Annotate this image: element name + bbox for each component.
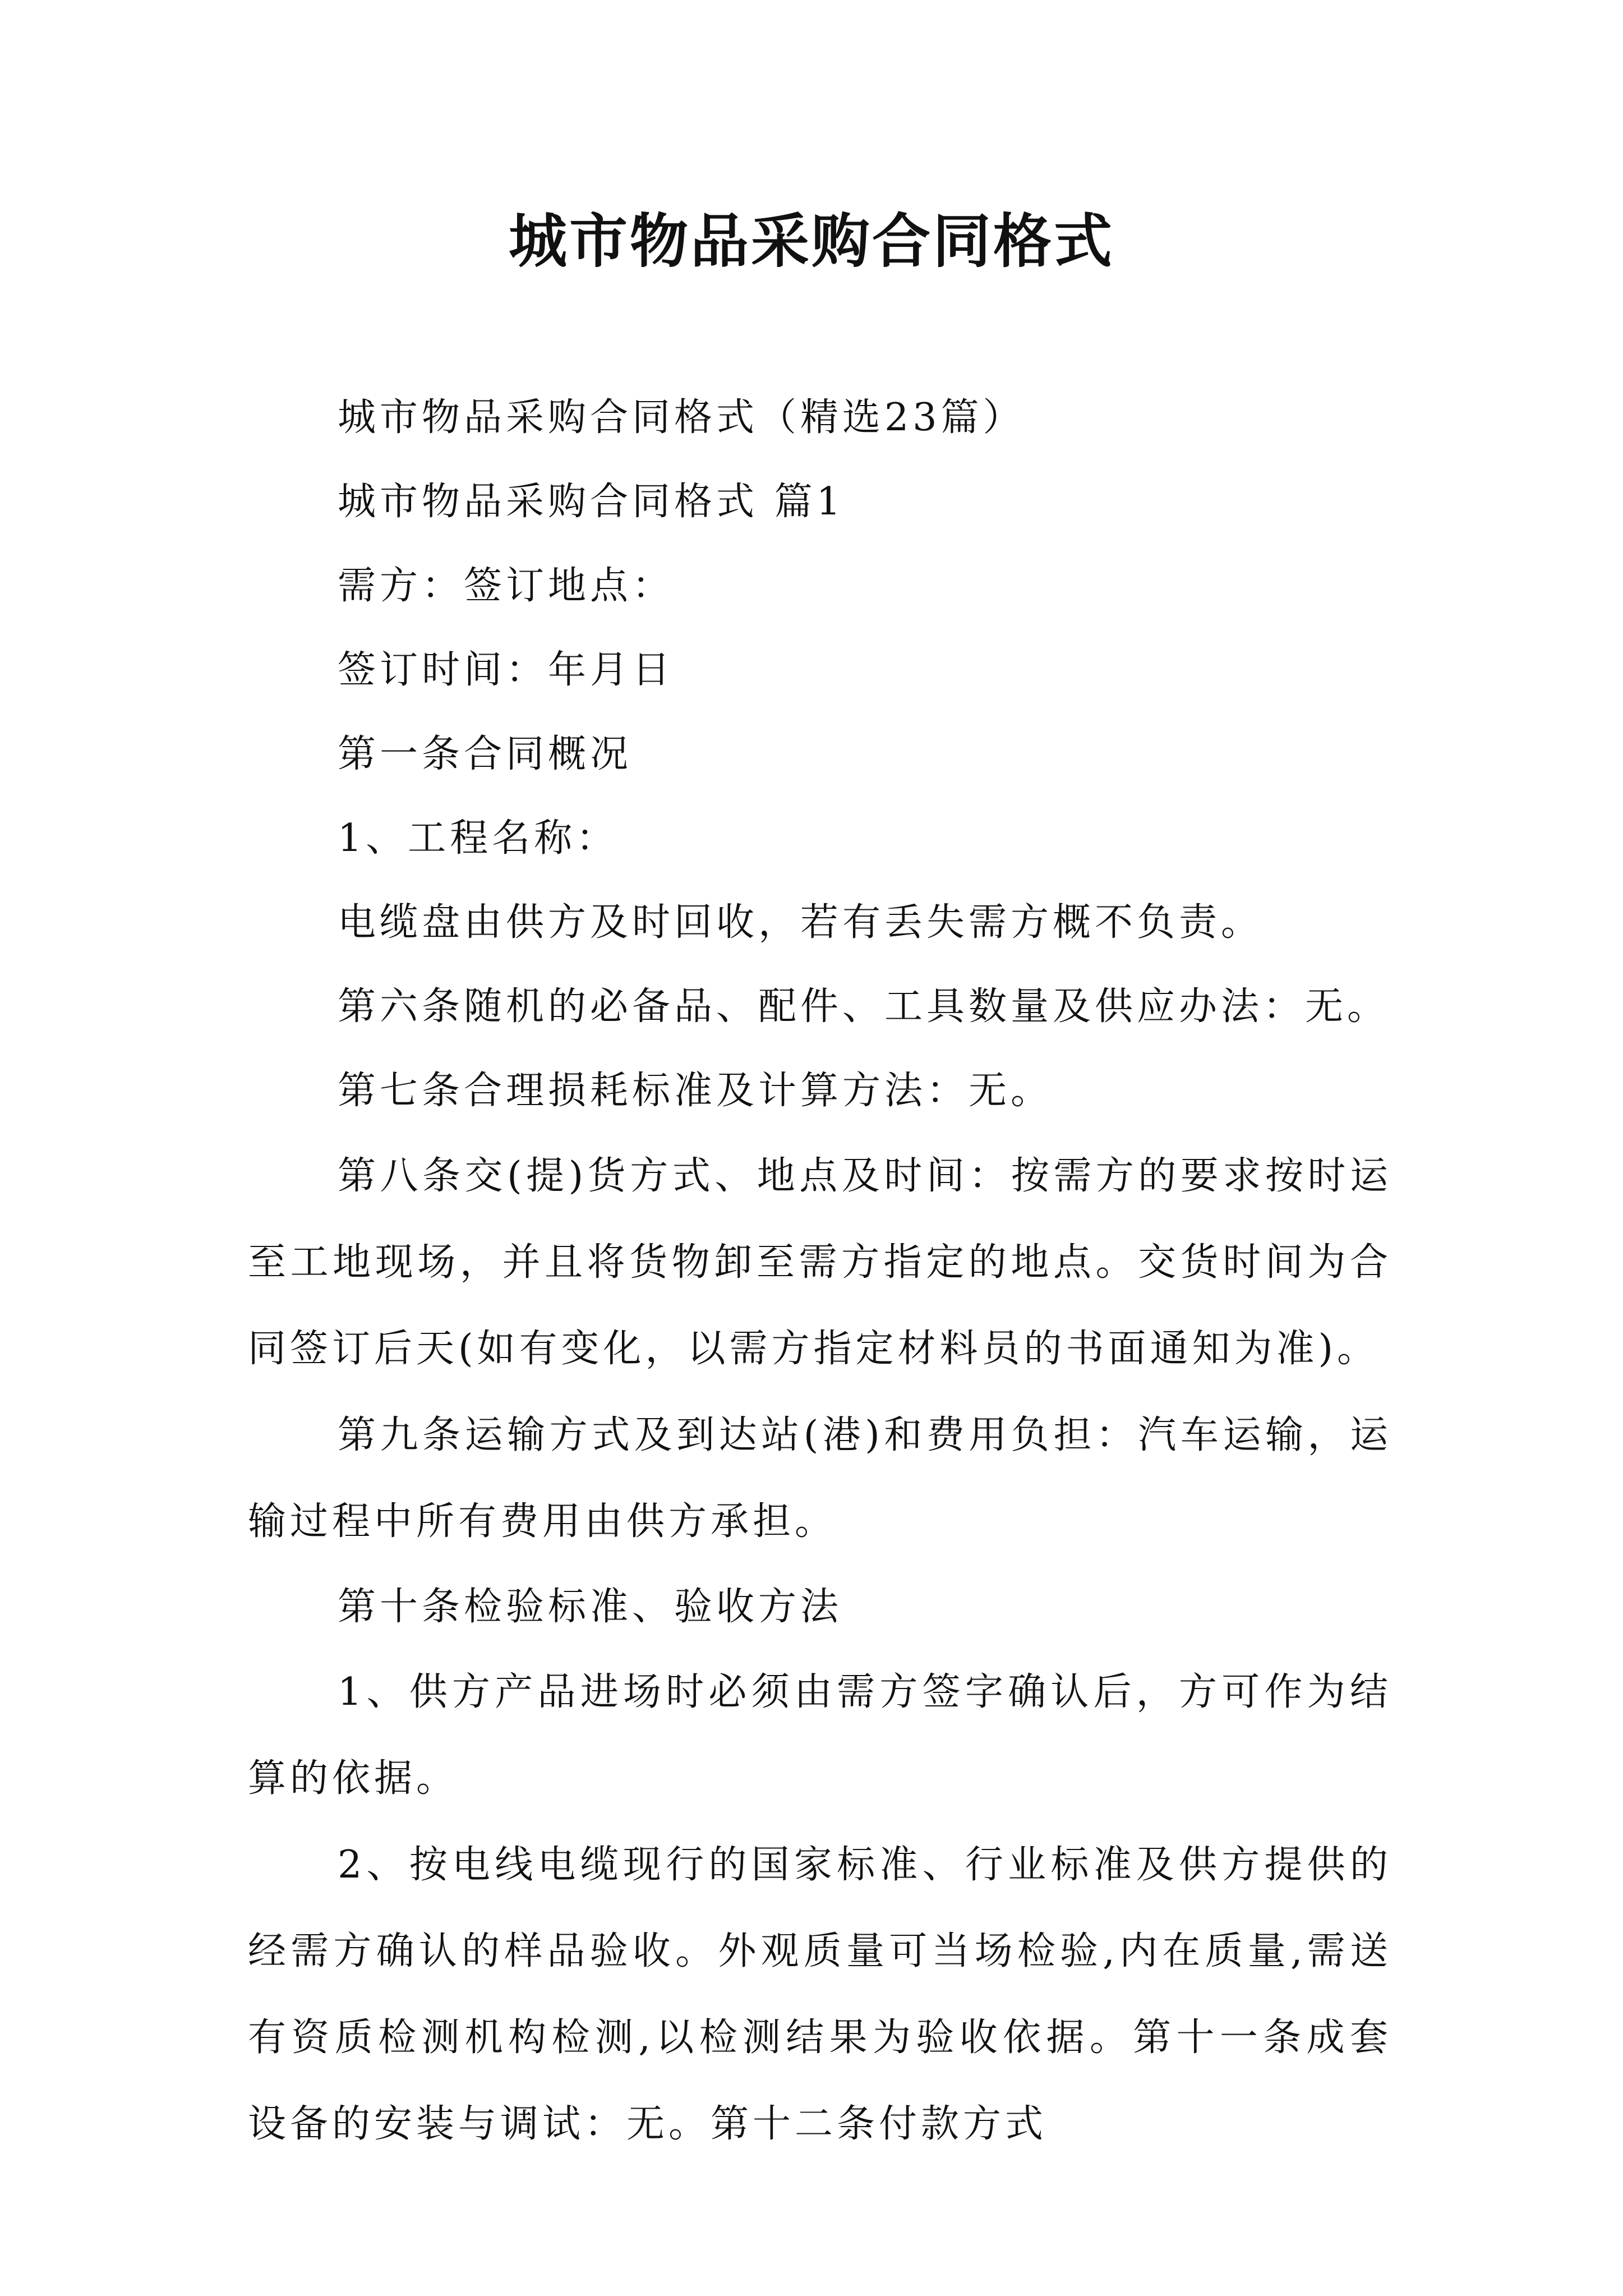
paragraph-project-name: 1、工程名称： [338, 816, 619, 861]
paragraph-section-heading: 城市物品采购合同格式 篇1 [338, 480, 845, 524]
paragraph-article-9: 第九条运输方式及到达站(港)和费用负担：汽车运输，运输过程中所有费用由供方承担。 [248, 1413, 1392, 1544]
paragraph-inspection-2: 2、按电线电缆现行的国家标准、行业标准及供方提供的经需方确认的样品验收。外观质量可当场检验,内在质量,需送有资质检测机构检测,以检测结果为验收依据。第十一条成套设备的安装与调试：无。第十二条付款方式 [248, 1843, 1392, 2146]
document-body [248, 376, 1392, 2168]
paragraph-sign-date: 签订时间：年月日 [338, 648, 675, 692]
paragraph-article-8: 第八条交(提)货方式、地点及时间：按需方的要求按时运至工地现场，并且将货物卸至需方指定的地点。交货时间为合同签订后天(如有变化，以需方指定材料员的书面通知为准)。 [248, 1154, 1392, 1371]
paragraph-article-6: 第六条随机的必备品、配件、工具数量及供应办法：无。 [338, 984, 1390, 1029]
paragraph-subtitle: 城市物品采购合同格式（精选23篇） [338, 395, 1025, 440]
paragraph-article-7: 第七条合理损耗标准及计算方法：无。 [338, 1069, 1053, 1113]
paragraph-article-10: 第十条检验标准、验收方法 [338, 1585, 843, 1629]
document-title: 城市物品采购合同格式 [508, 206, 1114, 275]
paragraph-cable-reel: 电缆盘由供方及时回收，若有丢失需方概不负责。 [338, 900, 1264, 945]
paragraph-buyer: 需方：签订地点： [338, 564, 675, 608]
paragraph-inspection-1: 1、供方产品进场时必须由需方签字确认后，方可作为结算的依据。 [248, 1670, 1392, 1801]
paragraph-article-1: 第一条合同概况 [338, 732, 633, 776]
